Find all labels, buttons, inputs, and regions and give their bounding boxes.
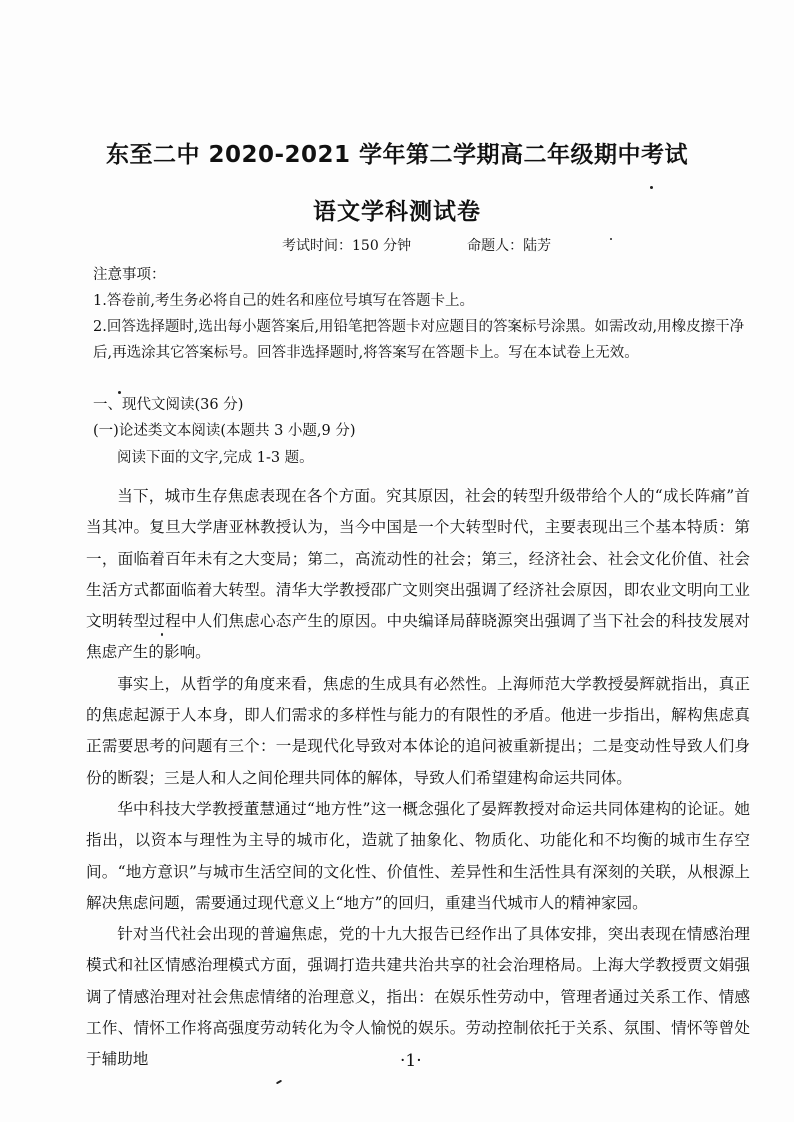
passage-paragraph: 事实上，从哲学的角度来看，焦虑的生成具有必然性。上海师范大学教授晏辉就指出，真正的焦虑起源于人本身，即人们需求的多样性与能力的有限性的矛盾。他进一步指出，解构焦虑真正需要思考的问题有三个：一是现代化导致对本体论的追问被重新提出；二是变动性导致人们身份的断裂；三是人和人之间伦理共同体的解体，导致人们希望建构命运共同体。 [86, 674, 750, 787]
passage-paragraph: 当下，城市生存焦虑表现在各个方面。究其原因，社会的转型升级带给个人的“成长阵痛”首当其冲。复旦大学唐亚林教授认为，当今中国是一个大转型时代，主要表现出三个基本特质：第一，面临着百年未有之大变局；第二，高流动性的社会；第三，经济社会、社会文化价值、社会生活方式都面临着大转型。清华大学教授邵广文则突出强调了经济社会原因，即农业文明向工业文明转型过程中人们焦虑心态产生的原因。中央编译局薛晓源突出强调了当下社会的科技发展对焦虑产生的影响。 [86, 487, 750, 662]
notice-item: 2.回答选择题时,选出每小题答案后,用铅笔把答题卡对应题目的答案标号涂黑。如需改动,用橡皮擦干净后,再选涂其它答案标号。回答非选择题时,将答案写在答题卡上。写在本试卷上无效。 [93, 319, 745, 361]
notice-block [93, 262, 753, 366]
exam-time: 考试时间：150 分钟 [282, 238, 412, 254]
scan-speck [650, 186, 653, 189]
section-heading: 一、现代文阅读(36 分) [93, 397, 244, 413]
passage-paragraph: 针对当代社会出现的普遍焦虑，党的十九大报告已经作出了具体安排，突出表现在情感治理模式和社区情感治理模式方面，强调打造共建共治共享的社会治理格局。上海大学教授贾文娟强调了情感治理对社会焦虑情绪的治理意义，指出：在娱乐性劳动中，管理者通过关系工作、情感工作、情怀工作将高强度劳动转化为令人愉悦的娱乐。劳动控制依托于关系、氛围、情怀等曾处于辅助地 [86, 925, 750, 1069]
exam-meta [282, 235, 551, 255]
exam-author: 命题人：陆芳 [467, 238, 552, 254]
reading-instruction: 阅读下面的文字,完成 1-3 题。 [117, 450, 314, 466]
passage-paragraph: 华中科技大学教授董慧通过“地方性”这一概念强化了晏辉教授对命运共同体建构的论证。她指出，以资本与理性为主导的城市化，造就了抽象化、物质化、功能化和不均衡的城市生存空间。“地方意识”与城市生活空间的文化性、价值性、差异性和生活性具有深刻的关联，从根源上解决焦虑问题，需要通过现代意义上“地方”的回归，重建当代城市人的精神家园。 [86, 799, 750, 912]
notice-heading: 注意事项： [93, 267, 166, 283]
notice-item: 1.答卷前,考生务必将自己的姓名和座位号填写在答题卡上。 [93, 293, 474, 309]
exam-subtitle: 语文学科测试卷 [313, 199, 481, 225]
reading-passage [86, 481, 750, 1076]
scan-speck [276, 1080, 282, 1085]
subsection-heading: (一)论述类文本阅读(本题共 3 小题,9 分) [93, 423, 356, 439]
page-number: ·1· [400, 1051, 422, 1071]
exam-title: 东至二中 2020-2021 学年第二学期高二年级期中考试 [105, 142, 689, 168]
scan-speck [118, 391, 121, 394]
scan-speck [610, 238, 612, 240]
scan-speck [161, 633, 163, 636]
